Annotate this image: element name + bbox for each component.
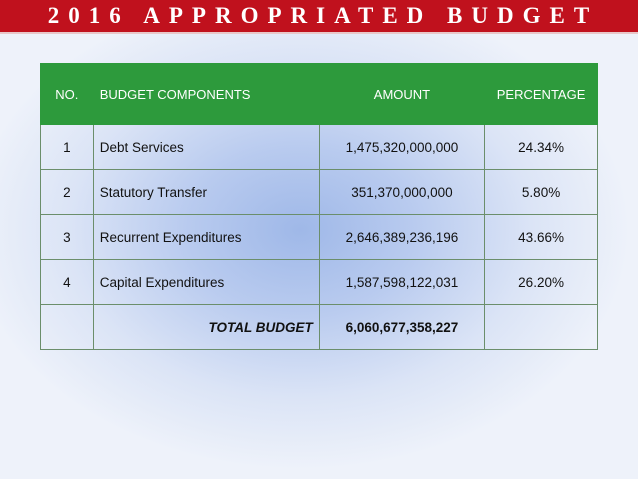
header-amount: AMOUNT — [319, 64, 484, 125]
table-header-row — [41, 64, 598, 125]
row-number: 1 — [41, 125, 94, 170]
total-budget-label: TOTAL BUDGET — [93, 305, 319, 350]
row-number: 4 — [41, 260, 94, 305]
slide-title: 2016 APPROPRIATED BUDGET — [47, 3, 599, 28]
table-row — [41, 260, 598, 305]
header-no: NO. — [41, 64, 94, 125]
row-amount: 1,587,598,122,031 — [319, 260, 484, 305]
total-empty-percentage-cell — [485, 305, 598, 350]
row-percentage: 5.80% — [485, 170, 598, 215]
budget-table — [40, 63, 598, 350]
row-amount: 1,475,320,000,000 — [319, 125, 484, 170]
row-component: Debt Services — [93, 125, 319, 170]
table-row — [41, 125, 598, 170]
row-amount: 351,370,000,000 — [319, 170, 484, 215]
header-percentage: PERCENTAGE — [485, 64, 598, 125]
table-row — [41, 215, 598, 260]
row-number: 2 — [41, 170, 94, 215]
row-number: 3 — [41, 215, 94, 260]
row-percentage: 26.20% — [485, 260, 598, 305]
header-budget-components: BUDGET COMPONENTS — [93, 64, 319, 125]
row-percentage: 43.66% — [485, 215, 598, 260]
row-amount: 2,646,389,236,196 — [319, 215, 484, 260]
total-empty-cell — [41, 305, 94, 350]
row-component: Capital Expenditures — [93, 260, 319, 305]
total-budget-amount: 6,060,677,358,227 — [319, 305, 484, 350]
row-component: Recurrent Expenditures — [93, 215, 319, 260]
total-row — [41, 305, 598, 350]
row-percentage: 24.34% — [485, 125, 598, 170]
row-component: Statutory Transfer — [93, 170, 319, 215]
title-bar — [0, 0, 638, 34]
table-row — [41, 170, 598, 215]
